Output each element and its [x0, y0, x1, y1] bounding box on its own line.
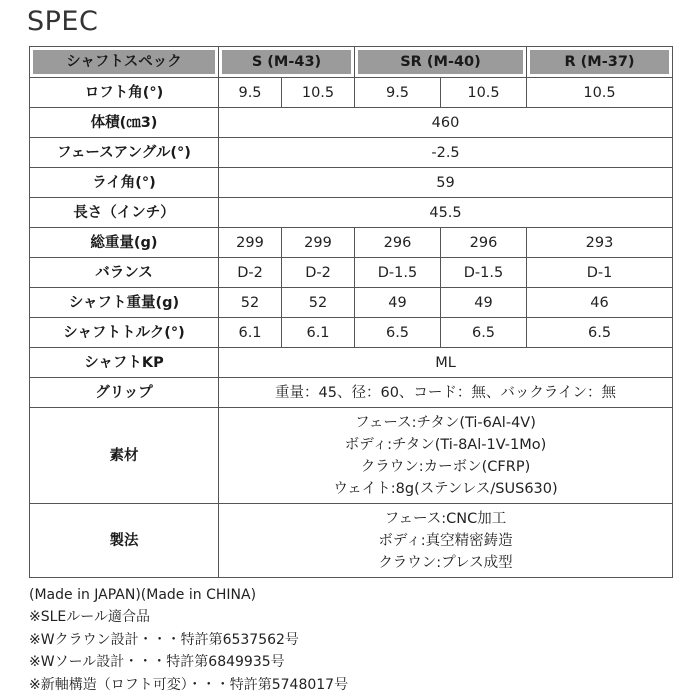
- row-volume: [30, 108, 672, 138]
- footnote: ※Wソール設計・・・特許第6849935号: [29, 654, 285, 671]
- cell-value: [219, 408, 672, 504]
- row-shaft-weight: [30, 288, 672, 318]
- cell-value: 46: [527, 288, 672, 318]
- cell-value: D-1: [527, 258, 672, 288]
- cell-value: 10.5: [527, 78, 672, 108]
- header-r: R (M-37): [527, 47, 672, 78]
- row-label: ライ角(°): [30, 168, 219, 198]
- cell-value: 重量：45、径：60、コード：無、バックライン：無: [219, 378, 672, 408]
- row-shaft-torque: [30, 318, 672, 348]
- row-label: 製法: [30, 504, 219, 577]
- cell-value: 299: [219, 228, 282, 258]
- row-balance: [30, 258, 672, 288]
- row-total-weight: [30, 228, 672, 258]
- material-line: ウェイト:8g(ステンレス/SUS630): [333, 480, 558, 497]
- manufacturing-line: ボディ:真空精密鋳造: [378, 532, 513, 549]
- row-label: 総重量(g): [30, 228, 219, 258]
- header-shaft-spec: シャフトスペック: [30, 47, 219, 78]
- cell-value: D-2: [282, 258, 355, 288]
- spec-table: [29, 46, 673, 578]
- row-loft: [30, 78, 672, 108]
- footnotes: [29, 584, 348, 696]
- cell-value: 460: [219, 108, 672, 138]
- cell-value: 10.5: [282, 78, 355, 108]
- cell-value: D-1.5: [441, 258, 527, 288]
- cell-value: 45.5: [219, 198, 672, 228]
- cell-value: 6.5: [355, 318, 441, 348]
- footnote: ※SLEルール適合品: [29, 609, 150, 626]
- cell-value: 49: [441, 288, 527, 318]
- row-label: 素材: [30, 408, 219, 504]
- cell-value: 10.5: [441, 78, 527, 108]
- cell-value: 6.5: [441, 318, 527, 348]
- cell-value: 6.1: [219, 318, 282, 348]
- header-row: [30, 47, 672, 78]
- material-line: フェース:チタン(Ti-6Al-4V): [355, 414, 536, 431]
- page-title: SPEC: [27, 6, 99, 37]
- footnote: ※新軸構造（ロフト可変）・・・特許第5748017号: [29, 676, 349, 693]
- header-s: S (M-43): [219, 47, 355, 78]
- cell-value: 299: [282, 228, 355, 258]
- row-label: ロフト角(°): [30, 78, 219, 108]
- row-manufacturing: [30, 504, 672, 577]
- cell-value: 296: [441, 228, 527, 258]
- row-label: 体積(㎝3): [30, 108, 219, 138]
- row-material: [30, 408, 672, 504]
- row-label: シャフトKP: [30, 348, 219, 378]
- cell-value: 296: [355, 228, 441, 258]
- footnote: ※Wクラウン設計・・・特許第6537562号: [29, 631, 299, 648]
- cell-value: 6.5: [527, 318, 672, 348]
- row-label: シャフトトルク(°): [30, 318, 219, 348]
- cell-value: -2.5: [219, 138, 672, 168]
- manufacturing-line: クラウン:プレス成型: [378, 554, 513, 571]
- footnote: (Made in JAPAN)(Made in CHINA): [29, 587, 257, 603]
- cell-value: 59: [219, 168, 672, 198]
- row-shaft-kp: [30, 348, 672, 378]
- cell-value: 6.1: [282, 318, 355, 348]
- cell-value: [219, 504, 672, 577]
- row-label: 長さ（インチ）: [30, 198, 219, 228]
- row-length: [30, 198, 672, 228]
- row-label: バランス: [30, 258, 219, 288]
- header-sr: SR (M-40): [355, 47, 527, 78]
- row-grip: [30, 378, 672, 408]
- cell-value: 9.5: [355, 78, 441, 108]
- row-face-angle: [30, 138, 672, 168]
- row-label: フェースアングル(°): [30, 138, 219, 168]
- material-line: ボディ:チタン(Ti-8Al-1V-1Mo): [344, 436, 547, 453]
- cell-value: 9.5: [219, 78, 282, 108]
- material-line: クラウン:カーボン(CFRP): [360, 458, 531, 475]
- row-lie: [30, 168, 672, 198]
- cell-value: 52: [219, 288, 282, 318]
- cell-value: 293: [527, 228, 672, 258]
- cell-value: D-2: [219, 258, 282, 288]
- row-label: シャフト重量(g): [30, 288, 219, 318]
- cell-value: ML: [219, 348, 672, 378]
- cell-value: 52: [282, 288, 355, 318]
- row-label: グリップ: [30, 378, 219, 408]
- cell-value: 49: [355, 288, 441, 318]
- manufacturing-line: フェース:CNC加工: [384, 510, 507, 527]
- cell-value: D-1.5: [355, 258, 441, 288]
